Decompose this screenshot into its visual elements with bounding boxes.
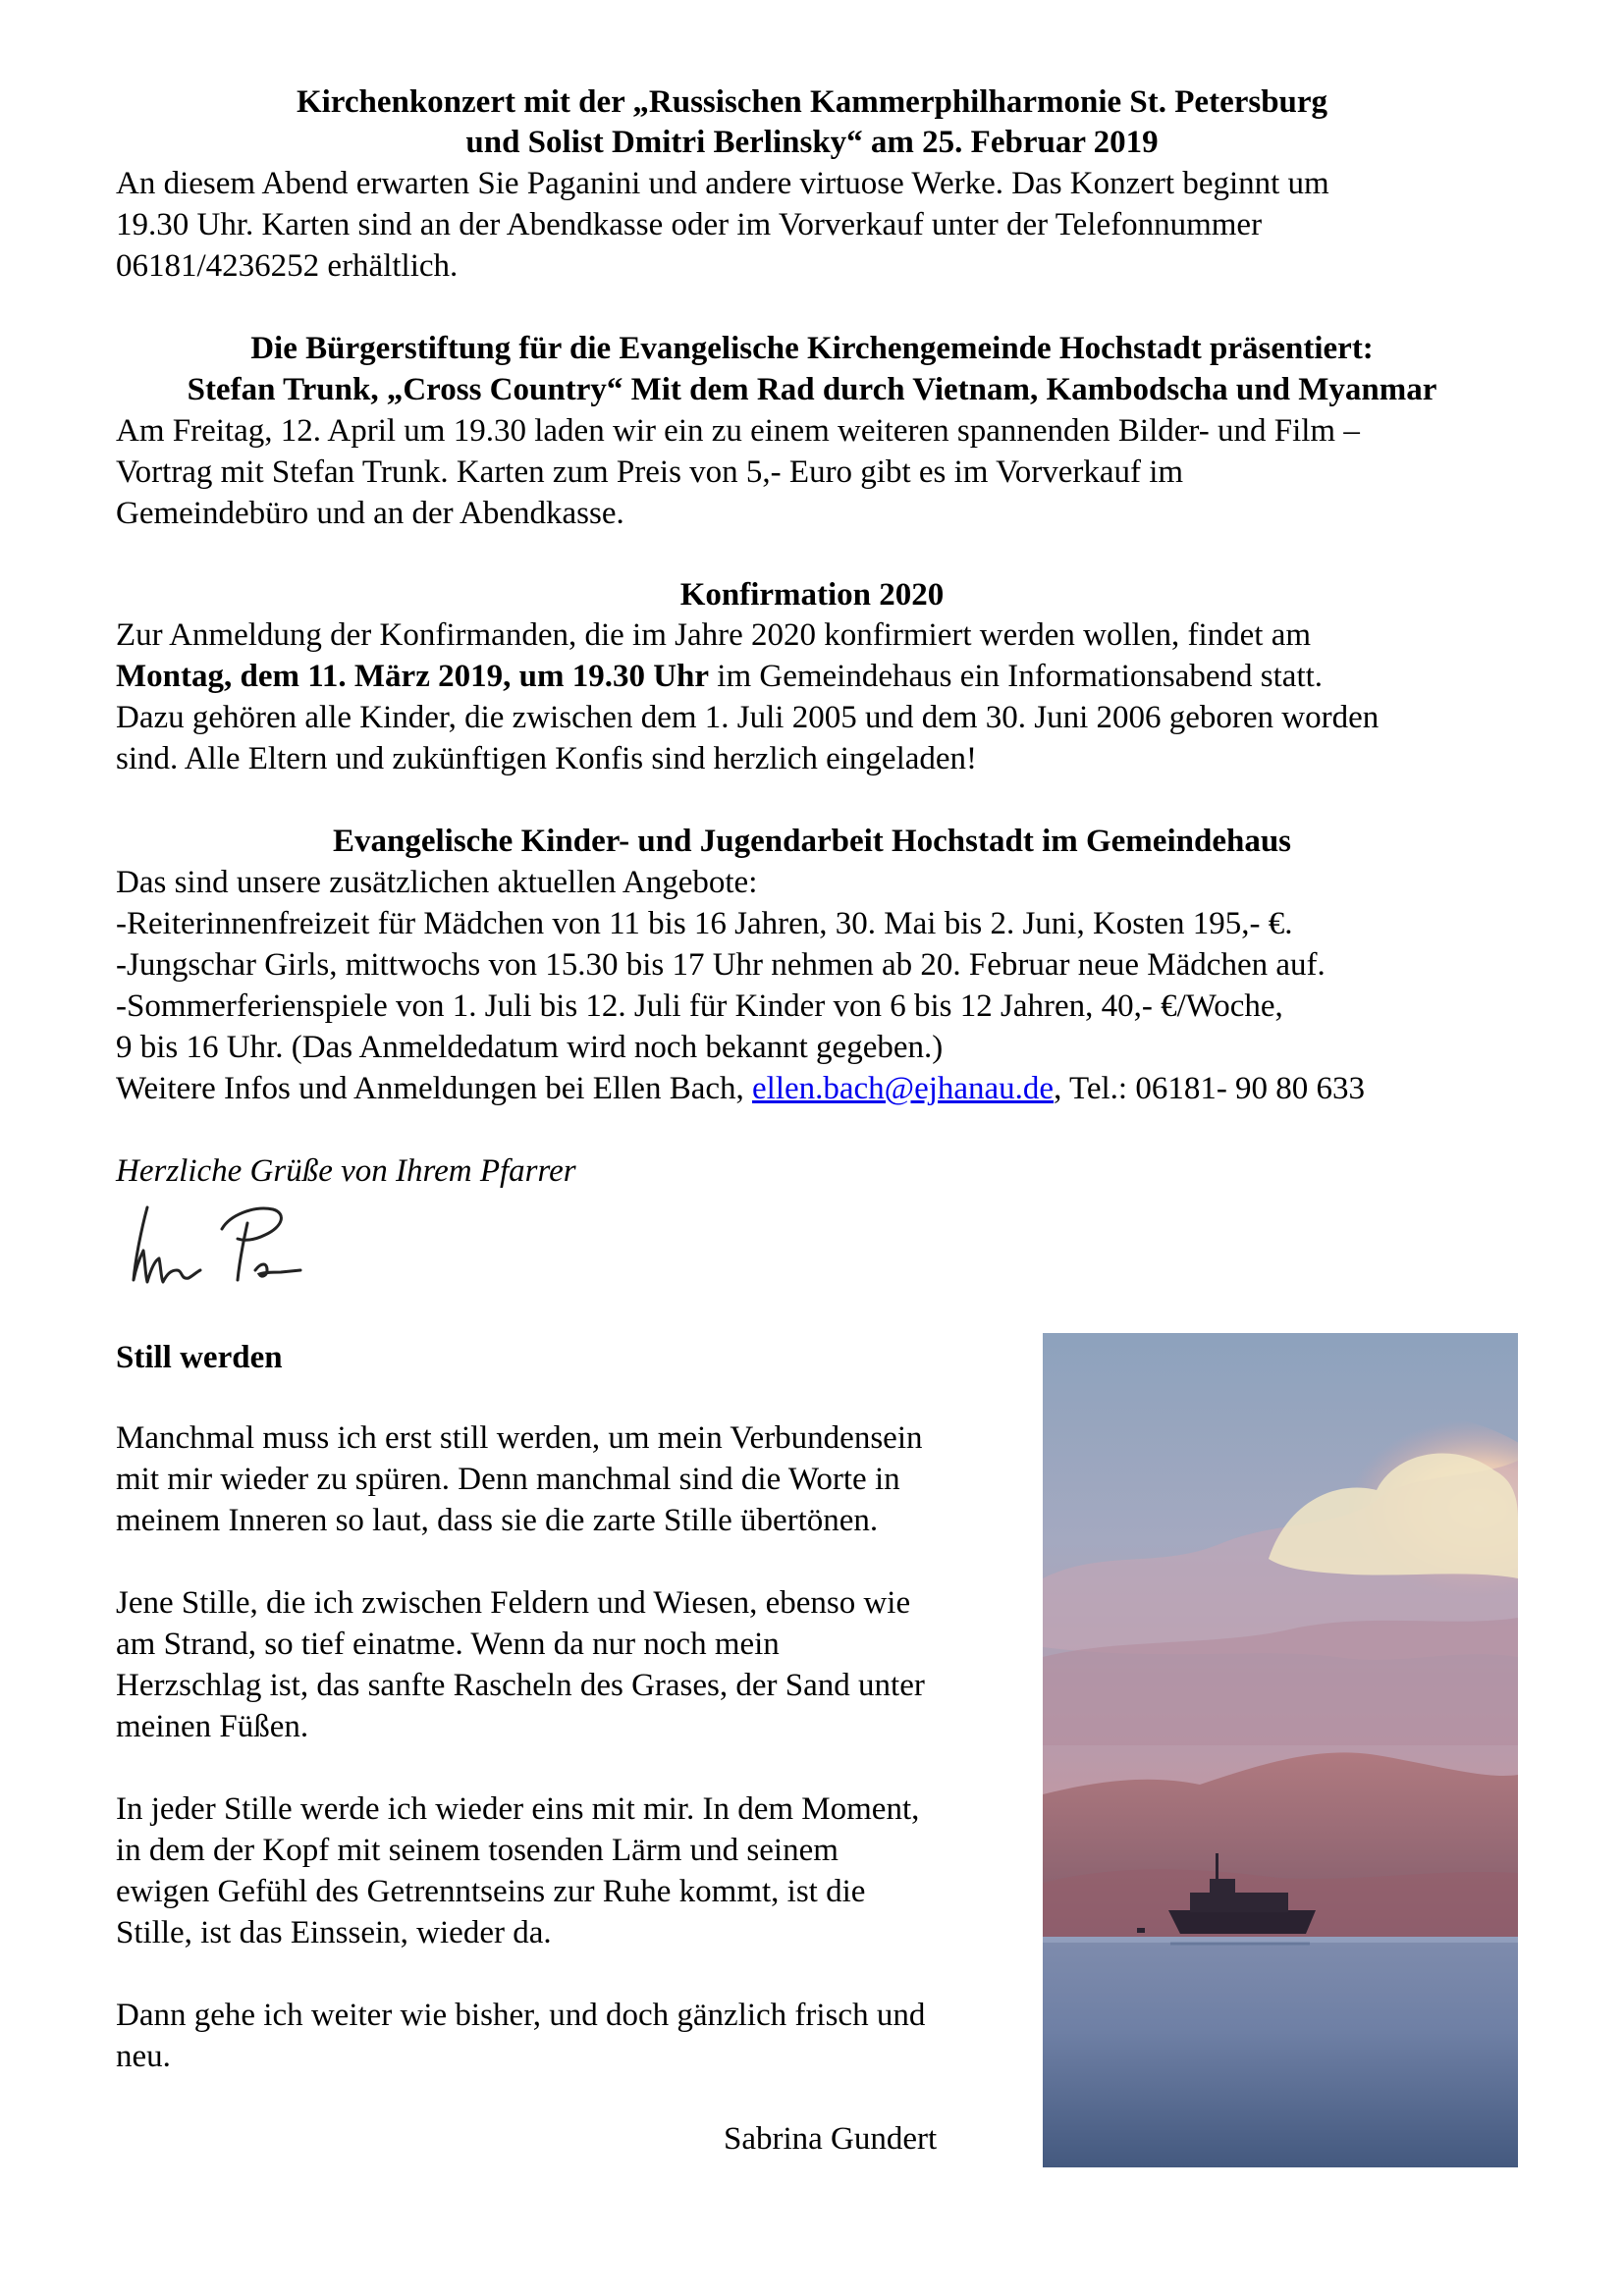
still-line: in dem der Kopf mit seinem tosenden Lärm und seinem (116, 1833, 839, 1868)
still-line: In jeder Stille werde ich wieder eins mit mir. In dem Moment, (116, 1791, 920, 1827)
contact-prefix: Weitere Infos und Anmeldungen bei Ellen Bach, (116, 1071, 752, 1106)
confirmation-text-line (116, 656, 1323, 697)
still-line: Jene Stille, die ich zwischen Feldern und Wiesen, ebenso wie (116, 1585, 911, 1621)
contact-email-link[interactable]: ellen.bach@ejhanau.de (752, 1071, 1055, 1106)
still-author: Sabrina Gundert (724, 2121, 938, 2157)
confirmation-text-line: Zur Anmeldung der Konfirmanden, die im Jahre 2020 konfirmiert werden wollen, findet am (116, 617, 1312, 653)
still-line: Stille, ist das Einssein, wieder da. (116, 1915, 552, 1950)
still-title: Still werden (116, 1340, 283, 1375)
still-line: mit mir wieder zu spüren. Denn manchmal sind die Worte in (116, 1462, 900, 1497)
still-line: am Strand, so tief einatme. Wenn da nur noch mein (116, 1627, 780, 1662)
confirmation-title: Konfirmation 2020 (679, 577, 945, 613)
foundation-text-line: Vortrag mit Stefan Trunk. Karten zum Preis von 5,- Euro gibt es im Vorverkauf im (116, 454, 1184, 490)
still-line: neu. (116, 2039, 171, 2074)
still-line: Dann gehe ich weiter wie bisher, und doch gänzlich frisch und (116, 1998, 926, 2033)
contact-suffix: , Tel.: 06181- 90 80 633 (1054, 1071, 1366, 1106)
greeting: Herzliche Grüße von Ihrem Pfarrer (116, 1153, 576, 1189)
youth-contact-line (116, 1068, 1365, 1109)
lake-boat-photo (1043, 1333, 1518, 2167)
concert-text-line: 19.30 Uhr. Karten sind an der Abendkasse oder im Vorverkauf unter der Telefonnummer (116, 207, 1263, 242)
pastor-signature (128, 1200, 314, 1298)
still-line: ewigen Gefühl des Getrenntseins zur Ruhe kommt, ist die (116, 1874, 866, 1909)
confirmation-text-line: sind. Alle Eltern und zukünftigen Konfis sind herzlich eingeladen! (116, 741, 978, 776)
still-line: Herzschlag ist, das sanfte Rascheln des Grases, der Sand unter (116, 1668, 925, 1703)
youth-text-line: 9 bis 16 Uhr. (Das Anmeldedatum wird noch bekannt gegeben.) (116, 1030, 944, 1065)
concert-title-line2: und Solist Dmitri Berlinsky“ am 25. Februar 2019 (465, 125, 1159, 160)
foundation-title-line2: Stefan Trunk, „Cross Country“ Mit dem Rad durch Vietnam, Kambodscha und Myanmar (187, 372, 1437, 407)
still-line: meinen Füßen. (116, 1709, 309, 1744)
foundation-text-line: Gemeindebüro und an der Abendkasse. (116, 496, 624, 531)
youth-text-line: Das sind unsere zusätzlichen aktuellen Angebote: (116, 865, 758, 900)
still-line: meinem Inneren so laut, dass sie die zarte Stille übertönen. (116, 1503, 879, 1538)
still-line: Manchmal muss ich erst still werden, um mein Verbundensein (116, 1420, 923, 1456)
confirmation-text-line: Dazu gehören alle Kinder, die zwischen dem 1. Juli 2005 und dem 30. Juni 2006 geboren worden (116, 700, 1380, 735)
youth-offer-line: -Reiterinnenfreizeit für Mädchen von 11 bis 16 Jahren, 30. Mai bis 2. Juni, Kosten 195,- €. (116, 906, 1293, 941)
confirmation-date-rest: im Gemeindehaus ein Informationsabend statt. (709, 659, 1324, 694)
youth-title: Evangelische Kinder- und Jugendarbeit Hochstadt im Gemeindehaus (332, 824, 1292, 859)
foundation-title-line1: Die Bürgerstiftung für die Evangelische Kirchengemeinde Hochstadt präsentiert: (250, 331, 1374, 366)
concert-text-line: An diesem Abend erwarten Sie Paganini und andere virtuose Werke. Das Konzert beginnt um (116, 166, 1329, 201)
youth-offer-line: -Sommerferienspiele von 1. Juli bis 12. Juli für Kinder von 6 bis 12 Jahren, 40,- €/Woche, (116, 988, 1283, 1024)
concert-title-line1: Kirchenkonzert mit der „Russischen Kammerphilharmonie St. Petersburg (296, 84, 1328, 120)
youth-offer-line: -Jungschar Girls, mittwochs von 15.30 bis 17 Uhr nehmen ab 20. Februar neue Mädchen auf. (116, 947, 1326, 983)
concert-text-line: 06181/4236252 erhältlich. (116, 248, 459, 284)
foundation-text-line: Am Freitag, 12. April um 19.30 laden wir ein zu einem weiteren spannenden Bilder- und Film – (116, 413, 1360, 449)
confirmation-date: Montag, dem 11. März 2019, um 19.30 Uhr (116, 659, 710, 694)
